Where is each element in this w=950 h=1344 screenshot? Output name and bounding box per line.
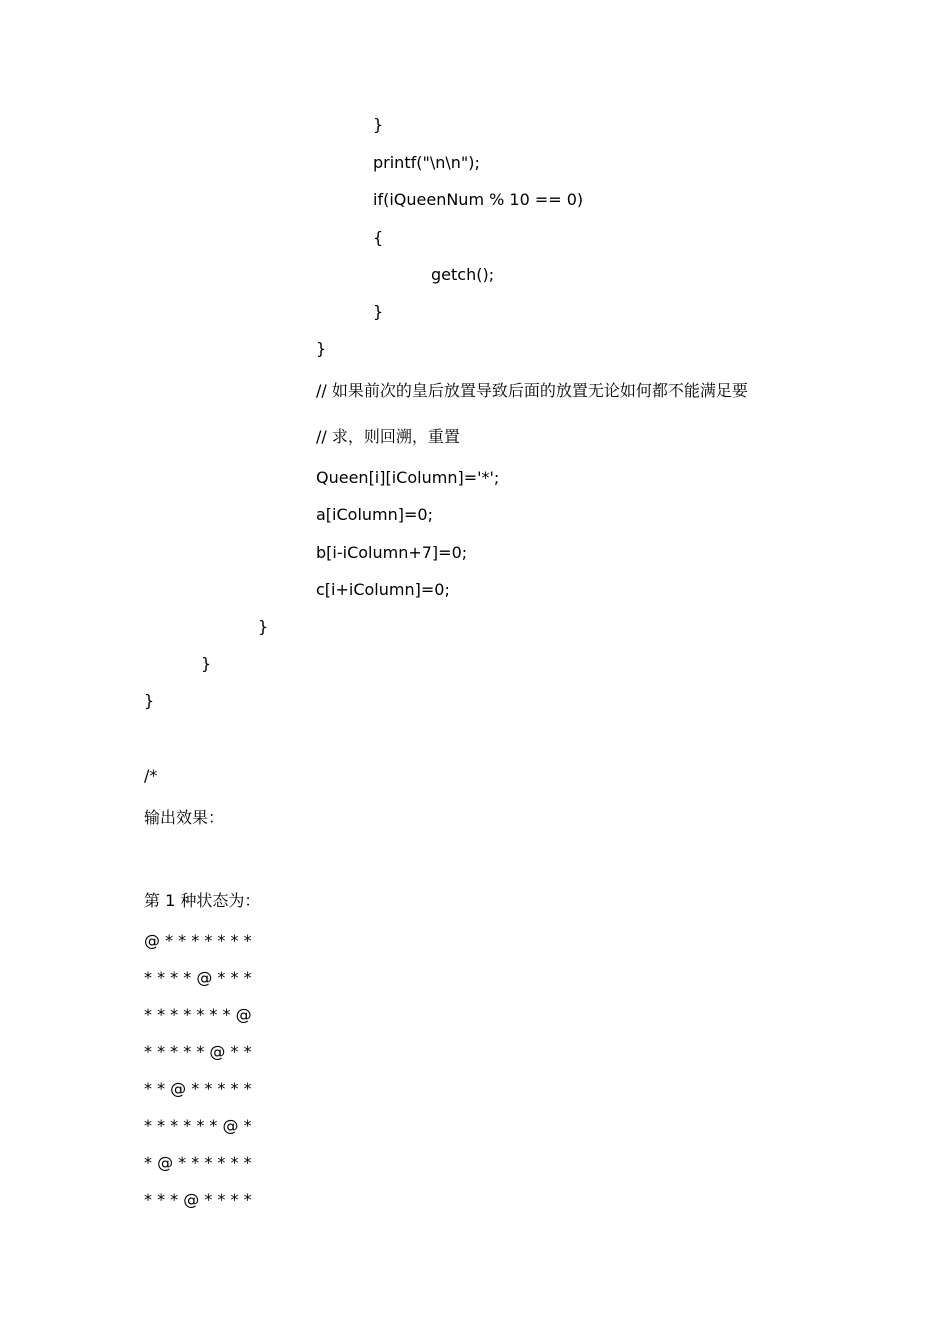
code-line-c-reset: c[i+iColumn]=0;: [316, 580, 450, 599]
code-line-if: if(iQueenNum % 10 == 0): [373, 190, 584, 209]
comment-open: /*: [144, 766, 158, 785]
code-line-close-brace: }: [144, 691, 155, 710]
code-line-a-reset: a[iColumn]=0;: [316, 505, 433, 524]
board-row: * * * * * @ * *: [144, 1042, 252, 1061]
code-comment-line: // 求，则回溯，重置: [316, 427, 460, 446]
code-line-b-reset: b[i-iColumn+7]=0;: [316, 543, 468, 562]
board-row: * * * @ * * * *: [144, 1190, 252, 1209]
code-line-close-brace: }: [258, 617, 269, 636]
board-row: * * * * * * @ *: [144, 1116, 252, 1135]
code-line-close-brace: }: [373, 302, 384, 321]
code-line-getch: getch();: [431, 265, 495, 284]
code-comment-line: // 如果前次的皇后放置导致后面的放置无论如何都不能满足要: [316, 381, 748, 400]
output-heading: 输出效果：: [144, 808, 225, 827]
board-row: * * * * * * * @: [144, 1005, 252, 1024]
code-line-queen-reset: Queen[i][iColumn]='*';: [316, 468, 500, 487]
code-line-close-brace: }: [373, 115, 384, 134]
board-row: @ * * * * * * *: [144, 931, 252, 950]
board-row: * * @ * * * * *: [144, 1079, 252, 1098]
state-heading: 第 1 种状态为：: [144, 891, 261, 910]
code-line-open-brace: {: [373, 228, 384, 247]
code-line-close-brace: }: [316, 339, 327, 358]
code-line-close-brace: }: [201, 654, 212, 673]
code-line-printf: printf("\n\n");: [373, 153, 480, 172]
board-row: * * * * @ * * *: [144, 968, 252, 987]
board-row: * @ * * * * * *: [144, 1153, 252, 1172]
